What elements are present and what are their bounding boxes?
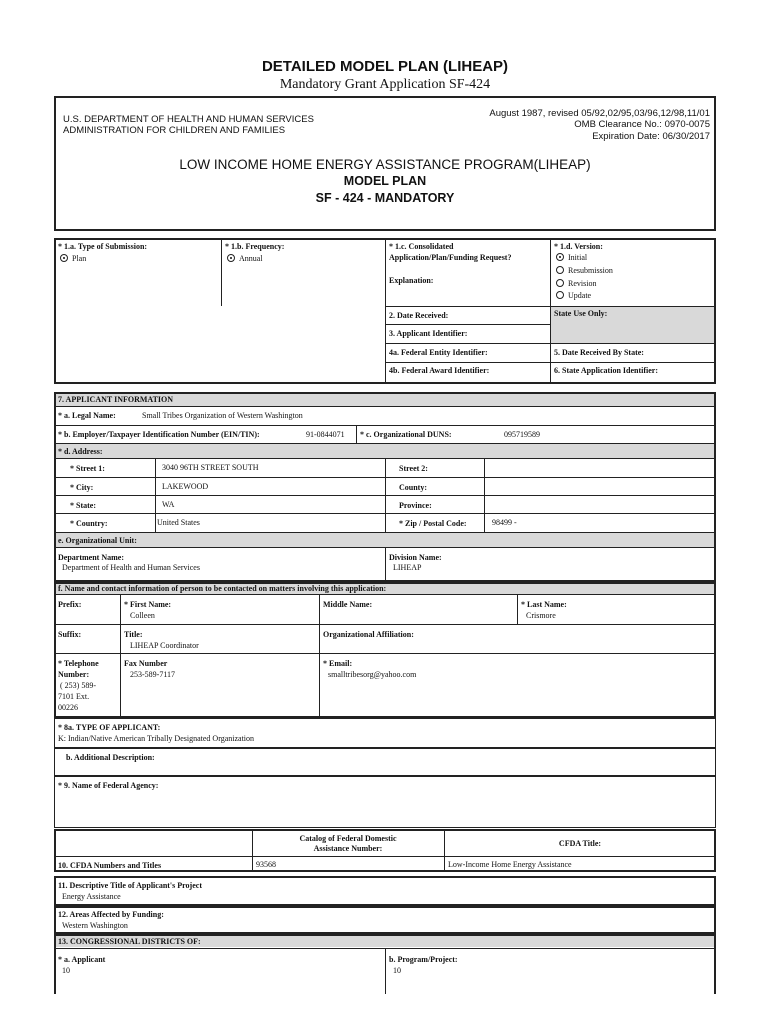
district-program-label: b. Program/Project: (389, 955, 458, 964)
title-label: Title: (124, 630, 143, 639)
last-name-label: * Last Name: (521, 600, 567, 609)
cfda-title-label: CFDA Title: (558, 839, 602, 848)
version-option-label: Update (568, 291, 592, 300)
fax-label: Fax Number (124, 659, 168, 668)
street1-value: 3040 96TH STREET SOUTH (162, 463, 259, 472)
affiliation-label: Organizational Affiliation: (323, 630, 414, 639)
first-name-value: Colleen (130, 611, 155, 620)
telephone-value-2: 7101 Ext. (58, 692, 90, 701)
program-line-1: LOW INCOME HOME ENERGY ASSISTANCE PROGRAM(LIHEAP) (179, 157, 591, 172)
districts-section-title: 13. CONGRESSIONAL DISTRICTS OF: (58, 937, 201, 946)
version-option-label: Revision (568, 279, 597, 288)
duns-value: 095719589 (504, 430, 540, 439)
legal-name-label: * a. Legal Name: (58, 411, 116, 420)
org-unit-header (56, 533, 714, 547)
country-value: United States (157, 518, 200, 527)
explanation-label: Explanation: (389, 276, 434, 285)
prefix-label: Prefix: (58, 600, 82, 609)
revision-line-2: OMB Clearance No.: 0970-0075 (574, 119, 710, 130)
division-label: Division Name: (389, 553, 442, 562)
cfda-catalog-label-1: Catalog of Federal Domestic (299, 834, 397, 843)
last-name-value: Crismore (526, 611, 556, 620)
date-by-state-label: 5. Date Received By State: (554, 348, 644, 357)
ein-value: 91-0844071 (306, 430, 345, 439)
applicant-type-label: * 8a. TYPE OF APPLICANT: (58, 723, 161, 732)
legal-name-value: Small Tribes Organization of Western Washington (142, 411, 303, 420)
date-received-label: 2. Date Received: (389, 311, 449, 320)
consolidated-label-1: * 1.c. Consolidated (389, 242, 454, 251)
version-option-initial[interactable] (556, 253, 587, 262)
suffix-label: Suffix: (58, 630, 82, 639)
federal-entity-label: 4a. Federal Entity Identifier: (389, 348, 488, 357)
email-value: smalltribesorg@yahoo.com (328, 670, 417, 679)
federal-award-label: 4b. Federal Award Identifier: (389, 366, 490, 375)
version-option-label: Initial (568, 253, 588, 262)
radio-selected-icon (556, 253, 564, 261)
division-value: LIHEAP (393, 563, 422, 572)
street2-label: Street 2: (399, 464, 428, 473)
revision-line-1: August 1987, revised 05/92,02/95,03/96,12/98,11/01 (489, 108, 710, 119)
radio-selected-icon (227, 254, 235, 262)
version-option-revision[interactable] (556, 279, 596, 288)
org-unit-label: e. Organizational Unit: (58, 536, 137, 545)
frequency-label: * 1.b. Frequency: (225, 242, 285, 251)
cfda-number-value: 93568 (256, 860, 276, 869)
submission-type-value: Plan (72, 254, 87, 263)
program-line-2: MODEL PLAN (343, 174, 427, 188)
cfda-catalog-label-2: Assistance Number: (313, 844, 383, 853)
telephone-value-3: 00226 (58, 703, 78, 712)
agency-line-1: U.S. DEPARTMENT OF HEALTH AND HUMAN SERVICES (63, 114, 314, 125)
consolidated-label-2: Application/Plan/Funding Request? (389, 253, 512, 262)
country-label: * Country: (70, 519, 108, 528)
district-applicant-label: * a. Applicant (58, 955, 106, 964)
page-subtitle: Mandatory Grant Application SF-424 (279, 77, 491, 92)
telephone-label-2: Number: (58, 670, 90, 679)
project-title-value: Energy Assistance (62, 892, 121, 901)
state-label: * State: (70, 501, 96, 510)
submission-type-option[interactable] (60, 254, 86, 263)
cfda-title-value: Low-Income Home Energy Assistance (448, 860, 572, 869)
agency-line-2: ADMINISTRATION FOR CHILDREN AND FAMILIES (63, 125, 286, 136)
federal-agency-label: * 9. Name of Federal Agency: (58, 781, 159, 790)
province-label: Province: (399, 501, 432, 510)
district-applicant-value: 10 (62, 966, 70, 975)
address-label: * d. Address: (58, 447, 103, 456)
department-value: Department of Health and Human Services (62, 563, 200, 572)
applicant-identifier-label: 3. Applicant Identifier: (389, 329, 468, 338)
project-title-label: 11. Descriptive Title of Applicant's Project (58, 881, 202, 890)
ein-label: * b. Employer/Taxpayer Identification Number (EIN/TIN): (58, 430, 260, 439)
district-program-value: 10 (393, 966, 401, 975)
title-value: LIHEAP Coordinator (130, 641, 199, 650)
county-label: County: (399, 483, 428, 492)
radio-selected-icon (60, 254, 68, 262)
revision-line-3: Expiration Date: 06/30/2017 (592, 131, 710, 142)
frequency-value: Annual (239, 254, 263, 263)
radio-empty-icon (556, 279, 564, 287)
cfda-row-label: 10. CFDA Numbers and Titles (58, 861, 162, 870)
frequency-option[interactable] (227, 254, 263, 263)
page-title: DETAILED MODEL PLAN (LIHEAP) (261, 58, 509, 75)
department-label: Department Name: (58, 553, 124, 562)
fax-value: 253-589-7117 (130, 670, 176, 679)
city-label: * City: (70, 483, 94, 492)
areas-value: Western Washington (62, 921, 128, 930)
state-app-id-label: 6. State Application Identifier: (554, 366, 658, 375)
radio-empty-icon (556, 291, 564, 299)
address-header (56, 444, 714, 458)
version-option-label: Resubmission (568, 266, 613, 275)
version-option-update[interactable] (556, 291, 591, 300)
zip-label: * Zip / Postal Code: (399, 519, 467, 528)
telephone-label-1: * Telephone (58, 659, 99, 668)
additional-description-label: b. Additional Description: (66, 753, 155, 762)
middle-name-label: Middle Name: (323, 600, 373, 609)
submission-type-label: * 1.a. Type of Submission: (58, 242, 148, 251)
telephone-value-1: ( 253) 589- (60, 681, 96, 690)
contact-section-title: f. Name and contact information of person to be contacted on matters involving this application: (58, 584, 387, 593)
program-line-3: SF - 424 - MANDATORY (315, 191, 455, 205)
radio-empty-icon (556, 266, 564, 274)
zip-value: 98499 - (492, 518, 517, 527)
duns-label: * c. Organizational DUNS: (360, 430, 452, 439)
city-value: LAKEWOOD (162, 482, 209, 491)
version-option-resubmission[interactable] (556, 266, 613, 275)
areas-label: 12. Areas Affected by Funding: (58, 910, 164, 919)
email-label: * Email: (323, 659, 353, 668)
state-use-label: State Use Only: (554, 309, 608, 318)
version-label: * 1.d. Version: (554, 242, 603, 251)
first-name-label: * First Name: (124, 600, 172, 609)
street1-label: * Street 1: (70, 464, 105, 473)
applicant-type-value: K: Indian/Native American Tribally Designated Organization (58, 734, 255, 743)
applicant-section-title: 7. APPLICANT INFORMATION (58, 395, 174, 404)
state-value: WA (162, 500, 175, 509)
